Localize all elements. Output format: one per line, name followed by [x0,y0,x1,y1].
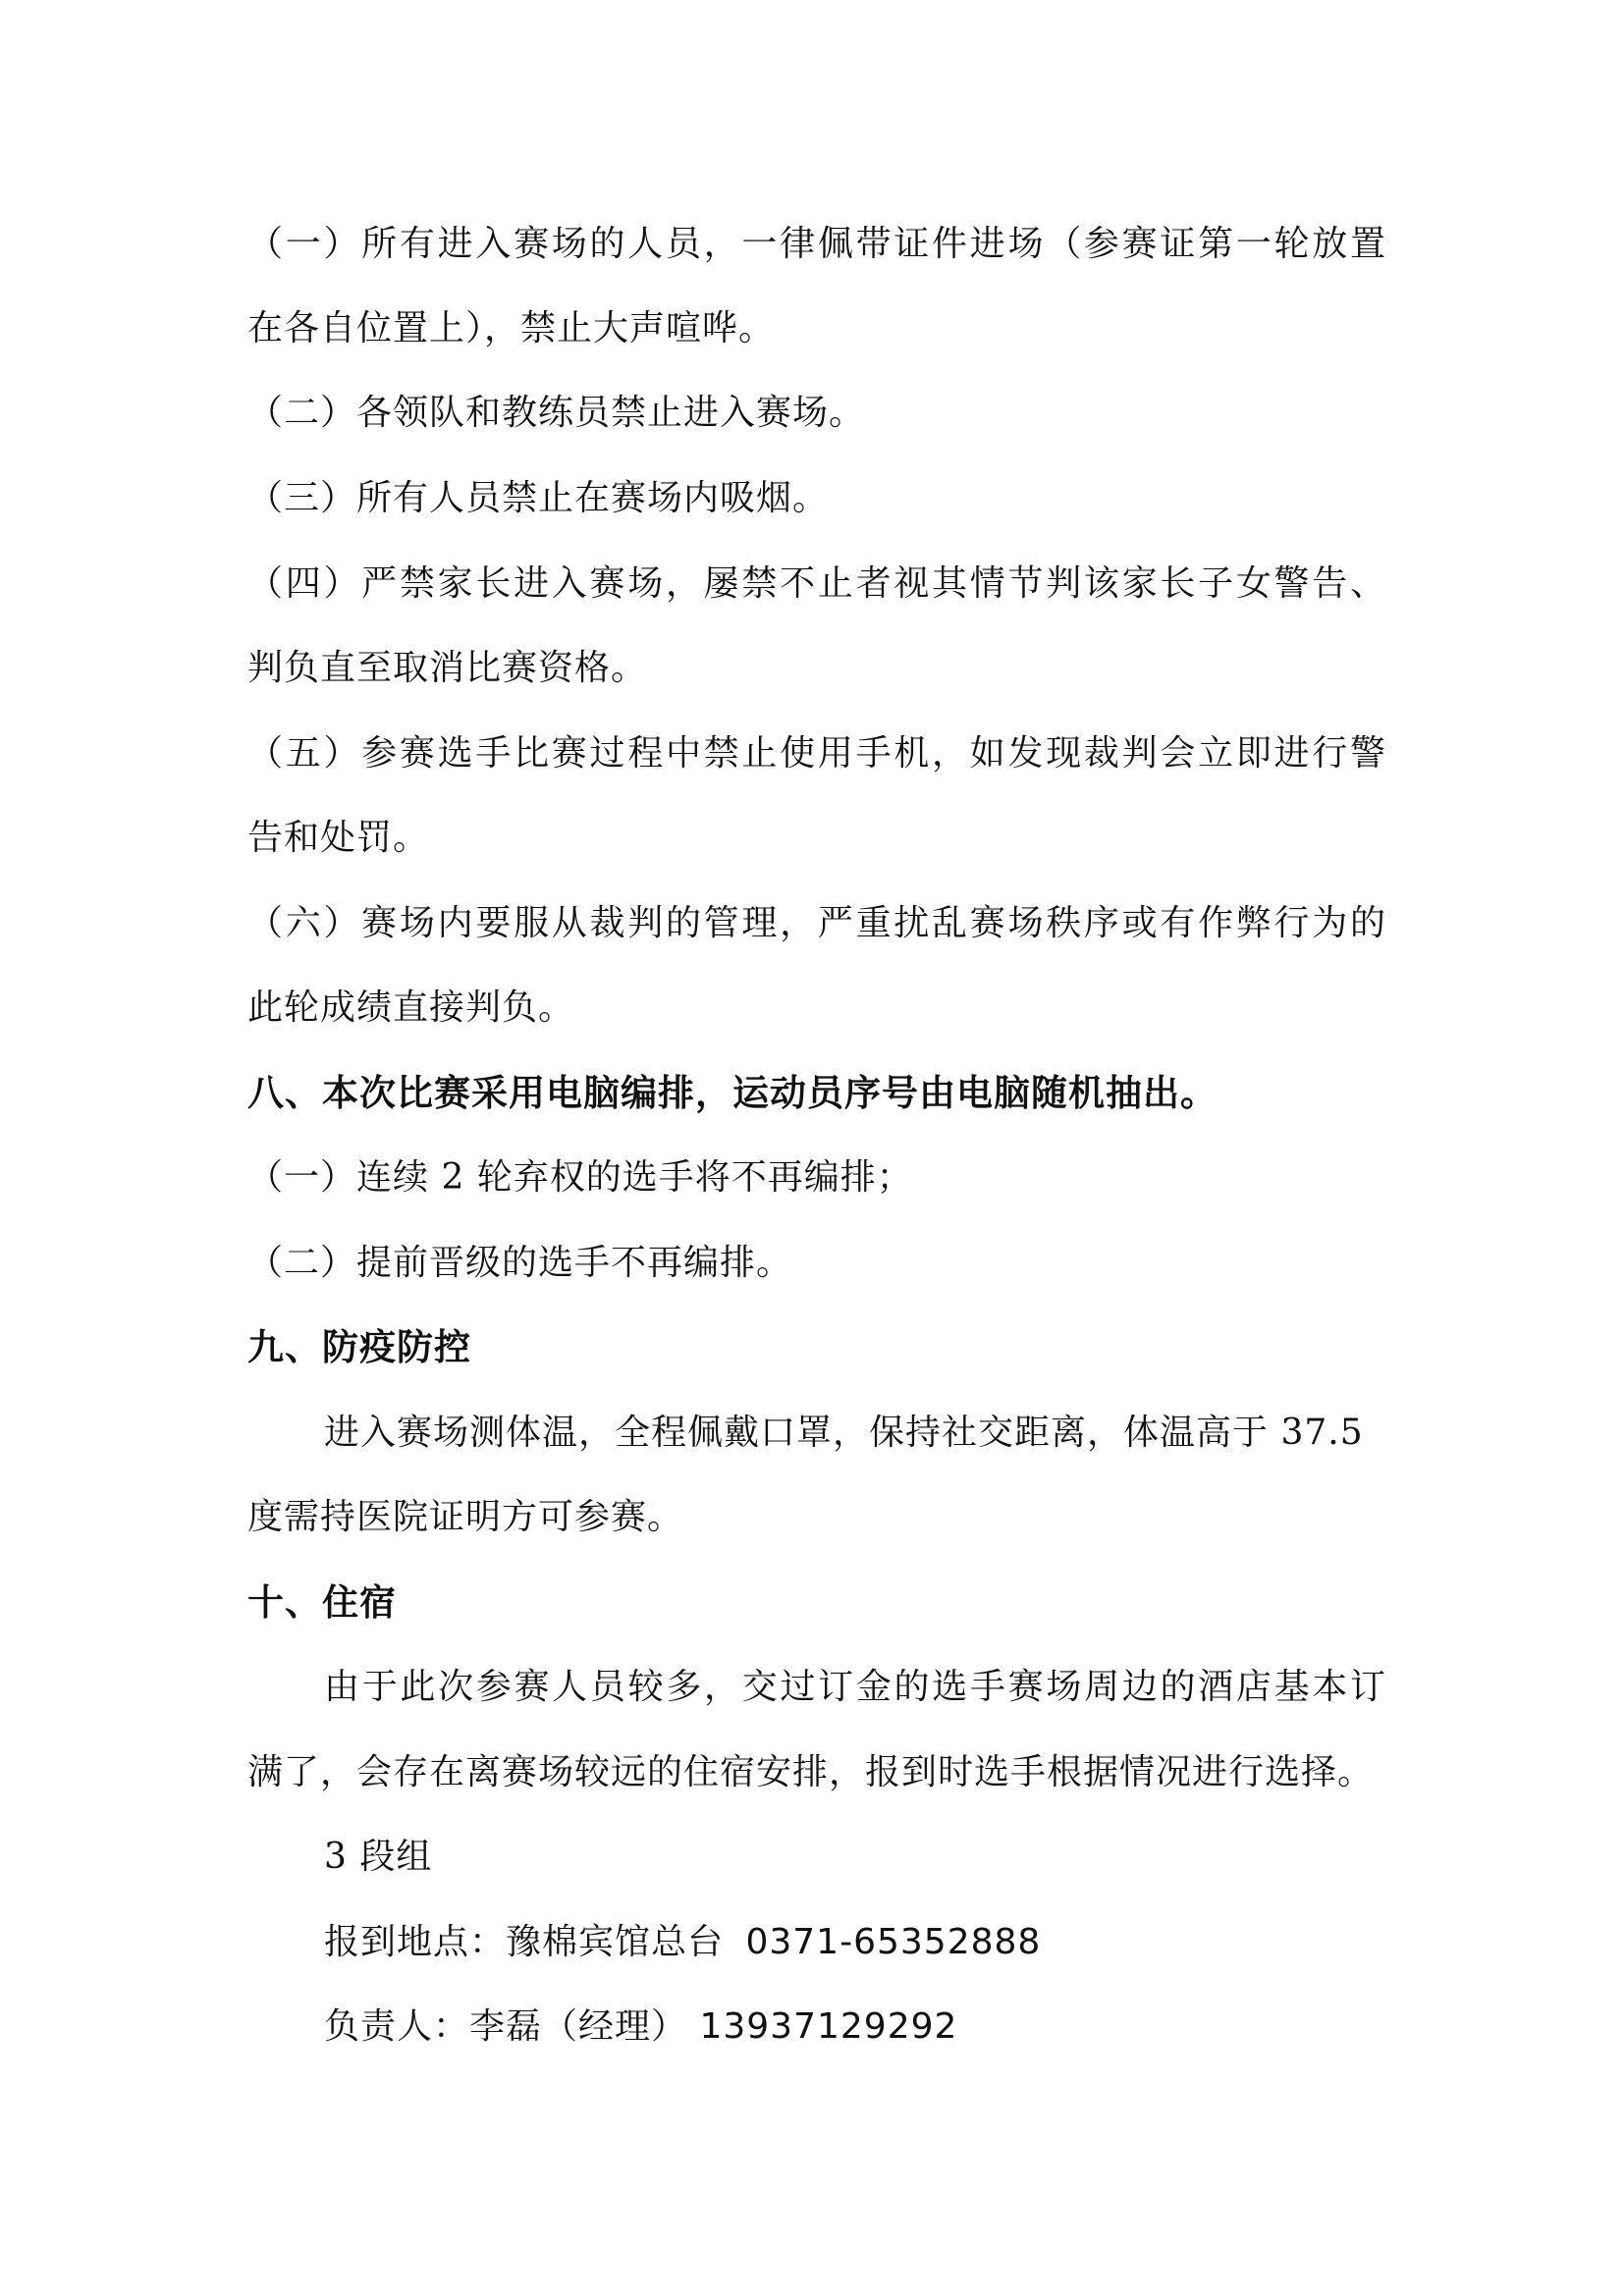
rule-item-2: （二）各领队和教练员禁止进入赛场。 [247,393,866,433]
rule-item-5-line-2: 告和处罚。 [247,818,430,858]
rule-item-3: （三）所有人员禁止在赛场内吸烟。 [247,478,830,518]
checkin-location-label: 报到地点：豫棉宾馆总台 [324,1922,725,1962]
section-10-paragraph-line-1: 由于此次参赛人员较多，交过订金的选手赛场周边的酒店基本订 [324,1667,1386,1707]
section-8-item-1: （一）连续 2 轮弃权的选手将不再编排； [247,1157,913,1198]
section-8-item-2: （二）提前晋级的选手不再编排。 [247,1243,793,1283]
rule-item-5-line-1: （五）参赛选手比赛过程中禁止使用手机，如发现裁判会立即进行警 [247,733,1386,774]
section-9-heading: 九、防疫防控 [247,1326,471,1368]
section-10-paragraph-line-2: 满了，会存在离赛场较远的住宿安排，报到时选手根据情况进行选择。 [247,1752,1375,1792]
rule-item-1-line-1: （一）所有进入赛场的人员，一律佩带证件进场（参赛证第一轮放置 [247,224,1386,264]
rule-item-6-line-2: 此轮成绩直接判负。 [247,988,575,1028]
section-9-paragraph-line-1: 进入赛场测体温，全程佩戴口罩，保持社交距离，体温高于 37.5 [324,1413,1364,1453]
rule-item-6-line-1: （六）赛场内要服从裁判的管理，严重扰乱赛场秩序或有作弊行为的 [247,903,1386,943]
rule-item-4-line-1: （四）严禁家长进入赛场，屡禁不止者视其情节判该家长子女警告、 [247,563,1386,604]
contact-phone: 13937129292 [699,2006,958,2047]
section-10-heading: 十、住宿 [247,1581,397,1624]
rule-item-4-line-2: 判负直至取消比赛资格。 [247,648,648,688]
rule-item-1-line-2: 在各自位置上），禁止大声喧哗。 [247,308,776,348]
checkin-location [324,1919,1463,1966]
contact-person [324,2003,1463,2051]
checkin-phone: 0371-65352888 [745,1922,1042,1962]
section-8-heading: 八、本次比赛采用电脑编排，运动员序号由电脑随机抽出。 [247,1072,1218,1114]
accommodation-group: 3 段组 [324,1837,433,1877]
section-9-paragraph-line-2: 度需持医院证明方可参赛。 [247,1497,684,1537]
contact-person-label: 负责人：李磊（经理） [324,2006,688,2047]
